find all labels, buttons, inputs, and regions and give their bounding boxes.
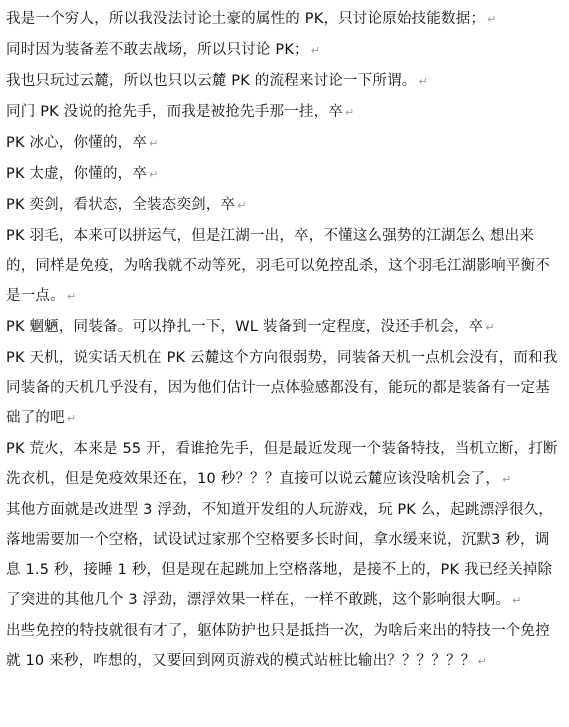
- paragraph-text: PK 魍魉，同装备。可以挣扎一下，WL 装备到一定程度，没还手机会，卒: [6, 319, 484, 335]
- paragraph-mark-icon: ↵: [485, 321, 495, 334]
- paragraph-mark-icon: ↵: [149, 168, 159, 181]
- paragraph-mark-icon: ↵: [502, 473, 512, 486]
- paragraph-text: 其他方面就是改进型 3 浮劲，不知道开发组的人玩游戏，玩 PK 么，起跳漂浮很久，落地需要加一个空格，试设试过家那个空格要多长时间，拿水缓来说，沉默3 秒，调息 1.5 秒，接睡 1 秒，但是现在起跳加上空格落地，是接不上的，PK 我已经关掉除了突进的其他几个 3 浮劲，漂浮效果一样在，一样不敢跳，这个影响很大啊。: [6, 502, 554, 608]
- paragraph-mark-icon: ↵: [149, 137, 159, 150]
- paragraph-mark-icon: ↵: [237, 199, 247, 212]
- paragraph: [6, 616, 563, 677]
- paragraph-text: PK 冰心，你懂的，卒: [6, 135, 148, 151]
- paragraph-text: PK 太虚，你懂的，卒: [6, 166, 148, 182]
- paragraph: [6, 343, 563, 434]
- paragraph-mark-icon: ↵: [487, 13, 497, 26]
- paragraph-text: PK 荒火，本来是 55 开，看谁抢先手，但是最近发现一个装备特技，当机立断，打断洗衣机，但是免疫效果还在，10 秒？？？直接可以说云麓应该没啥机会了，: [6, 441, 558, 487]
- paragraph-text: 我也只玩过云麓，所以也只以云麓 PK 的流程来讨论一下所谓。: [6, 73, 417, 89]
- paragraph: [6, 312, 563, 343]
- paragraph: [6, 4, 563, 35]
- paragraph-mark-icon: ↵: [512, 594, 522, 607]
- paragraph-mark-icon: ↵: [418, 75, 428, 88]
- paragraph-text: 出些免控的特技就很有才了，躯体防护也只是抵挡一次，为啥后来出的特技一个免控就 10 来秒，咋想的，又要回到网页游戏的模式站桩比输出？？？？？？: [6, 623, 550, 669]
- paragraph: [6, 495, 563, 616]
- paragraph: [6, 66, 563, 97]
- paragraph: [6, 97, 563, 128]
- paragraph-mark-icon: ↵: [477, 655, 487, 668]
- paragraph: [6, 434, 563, 495]
- paragraph-text: 同时因为装备差不敢去战场，所以只讨论 PK；: [6, 42, 309, 58]
- paragraph: [6, 190, 563, 221]
- paragraph: [6, 159, 563, 190]
- paragraph-mark-icon: ↵: [344, 106, 355, 119]
- paragraph-text: 同门 PK 没说的抢先手，而我是被抢先手那一挂，卒: [6, 104, 343, 120]
- paragraph-mark-icon: ↵: [66, 290, 77, 303]
- paragraph-text: PK 天机，说实话天机在 PK 云麓这个方向很弱势，同装备天机一点机会没有，而和我同装备的天机几乎没有，因为他们估计一点体验感都没有，能玩的都是装备有一定基础了的吧: [6, 350, 558, 426]
- paragraph: [6, 221, 563, 312]
- paragraph-mark-icon: ↵: [310, 44, 321, 57]
- paragraph: [6, 128, 563, 159]
- paragraph-text: PK 羽毛，本来可以拼运气，但是江湖一出，卒，不懂这么强势的江湖怎么 想出来的，同样是免疫，为啥我就不动等死，羽毛可以免控乱杀，这个羽毛江湖影响平衡不是一点。: [6, 228, 550, 304]
- paragraph-text: 我是一个穷人，所以我没法讨论土豪的属性的 PK，只讨论原始技能数据；: [6, 11, 486, 27]
- paragraph-mark-icon: ↵: [66, 412, 77, 425]
- paragraph: [6, 35, 563, 66]
- paragraph-text: PK 奕剑，看状态，全装态奕剑，卒: [6, 197, 236, 213]
